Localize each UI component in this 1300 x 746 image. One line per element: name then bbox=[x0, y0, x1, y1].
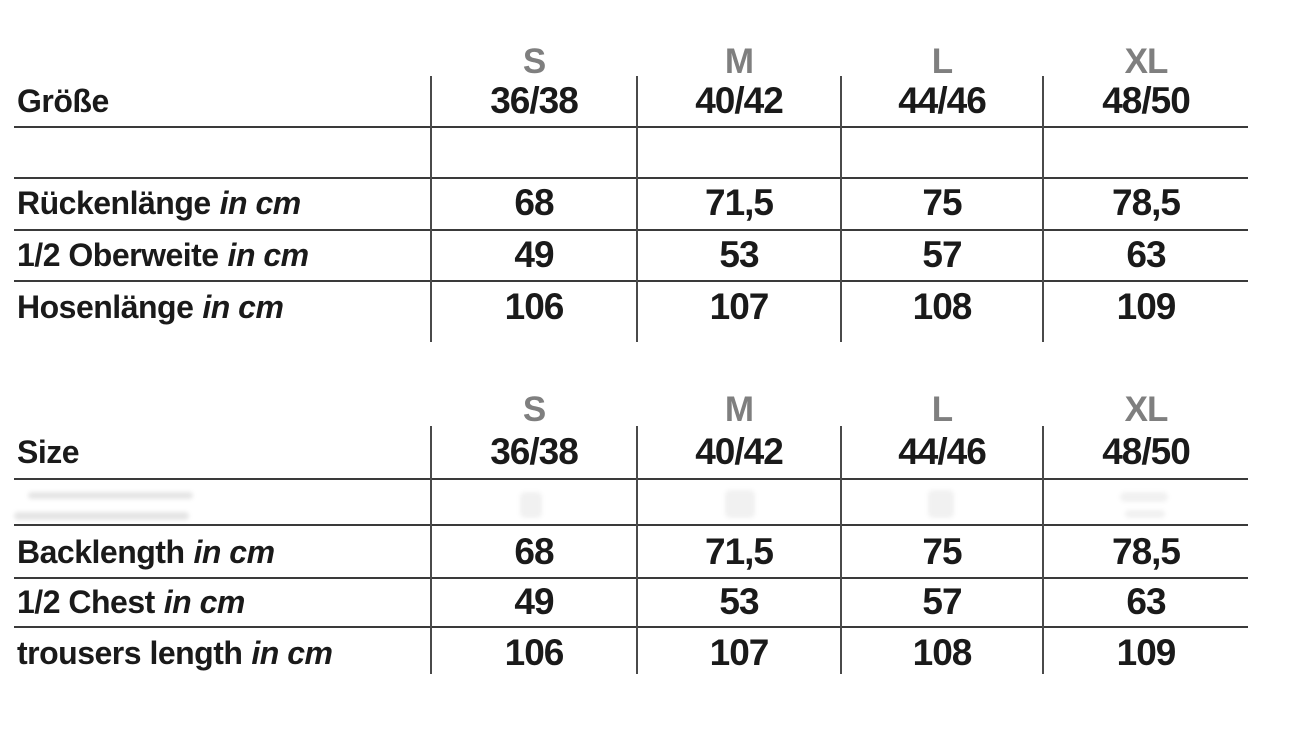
column-range-m: 40/42 bbox=[695, 80, 783, 121]
measurement-value: 109 bbox=[1116, 632, 1176, 673]
measurement-value: 68 bbox=[514, 182, 554, 223]
measurement-value: 63 bbox=[1126, 581, 1166, 622]
measurement-unit: in cm bbox=[202, 289, 284, 325]
column-range-xl: 48/50 bbox=[1102, 431, 1190, 472]
grid-hline bbox=[14, 524, 1248, 526]
row-label bbox=[17, 580, 245, 624]
column-letter-xl: XL bbox=[1124, 42, 1168, 81]
measurement-value: 108 bbox=[912, 286, 972, 327]
measurement-value: 78,5 bbox=[1111, 182, 1181, 223]
measurement-value: 53 bbox=[719, 234, 759, 275]
grid-hline bbox=[14, 229, 1248, 231]
erased-text-artifact bbox=[14, 512, 189, 520]
measurement-value: 78,5 bbox=[1111, 531, 1181, 572]
column-range-s: 36/38 bbox=[490, 80, 578, 121]
measurement-value: 63 bbox=[1126, 234, 1166, 275]
row-label bbox=[17, 530, 275, 574]
grid-hline bbox=[14, 577, 1248, 579]
grid-vline bbox=[636, 426, 638, 674]
grid-vline bbox=[636, 76, 638, 342]
measurement-value: 71,5 bbox=[704, 182, 774, 223]
measurement-name: 1/2 Chest bbox=[17, 584, 155, 620]
measurement-value: 49 bbox=[514, 581, 554, 622]
column-range-l: 44/46 bbox=[898, 80, 986, 121]
measurement-unit: in cm bbox=[251, 635, 333, 671]
column-letter-xl: XL bbox=[1124, 390, 1168, 429]
grid-hline bbox=[14, 126, 1248, 128]
measurement-value: 107 bbox=[709, 286, 769, 327]
measurement-value: 49 bbox=[514, 234, 554, 275]
grid-vline bbox=[430, 76, 432, 342]
measurement-value: 106 bbox=[504, 286, 564, 327]
row-label bbox=[17, 285, 283, 329]
measurement-name: Rückenlänge bbox=[17, 185, 211, 221]
measurement-unit: in cm bbox=[227, 237, 309, 273]
table-corner-header: Size bbox=[17, 434, 80, 470]
measurement-value: 106 bbox=[504, 632, 564, 673]
grid-vline bbox=[1042, 76, 1044, 342]
grid-hline bbox=[14, 280, 1248, 282]
grid-vline bbox=[430, 426, 432, 674]
measurement-name: trousers length bbox=[17, 635, 243, 671]
measurement-value: 57 bbox=[922, 234, 962, 275]
column-letter-m: M bbox=[724, 390, 754, 429]
measurement-value: 108 bbox=[912, 632, 972, 673]
erased-text-artifact bbox=[28, 492, 193, 499]
measurement-name: Backlength bbox=[17, 534, 185, 570]
erased-text-artifact bbox=[520, 492, 542, 518]
erased-text-artifact bbox=[1120, 492, 1168, 502]
erased-text-artifact bbox=[725, 490, 755, 518]
measurement-name: Hosenlänge bbox=[17, 289, 194, 325]
measurement-unit: in cm bbox=[193, 534, 275, 570]
column-letter-l: L bbox=[931, 42, 953, 81]
column-letter-s: S bbox=[522, 390, 546, 429]
column-range-xl: 48/50 bbox=[1102, 80, 1190, 121]
grid-hline bbox=[14, 478, 1248, 480]
measurement-value: 109 bbox=[1116, 286, 1176, 327]
erased-text-artifact bbox=[1125, 510, 1165, 518]
measurement-value: 75 bbox=[922, 182, 962, 223]
grid-vline bbox=[840, 426, 842, 674]
measurement-unit: in cm bbox=[219, 185, 301, 221]
measurement-value: 75 bbox=[922, 531, 962, 572]
grid-vline bbox=[840, 76, 842, 342]
measurement-value: 107 bbox=[709, 632, 769, 673]
row-label bbox=[17, 233, 309, 277]
erased-text-artifact bbox=[928, 490, 954, 518]
measurement-unit: in cm bbox=[163, 584, 245, 620]
row-label bbox=[17, 631, 332, 675]
table-corner-header: Größe bbox=[17, 83, 109, 119]
column-letter-s: S bbox=[522, 42, 546, 81]
measurement-value: 57 bbox=[922, 581, 962, 622]
column-letter-m: M bbox=[724, 42, 754, 81]
column-range-s: 36/38 bbox=[490, 431, 578, 472]
measurement-value: 71,5 bbox=[704, 531, 774, 572]
measurement-value: 53 bbox=[719, 581, 759, 622]
grid-hline bbox=[14, 626, 1248, 628]
column-range-l: 44/46 bbox=[898, 431, 986, 472]
row-label bbox=[17, 181, 301, 225]
column-letter-l: L bbox=[931, 390, 953, 429]
grid-vline bbox=[1042, 426, 1044, 674]
measurement-value: 68 bbox=[514, 531, 554, 572]
grid-hline bbox=[14, 177, 1248, 179]
column-range-m: 40/42 bbox=[695, 431, 783, 472]
measurement-name: 1/2 Oberweite bbox=[17, 237, 219, 273]
